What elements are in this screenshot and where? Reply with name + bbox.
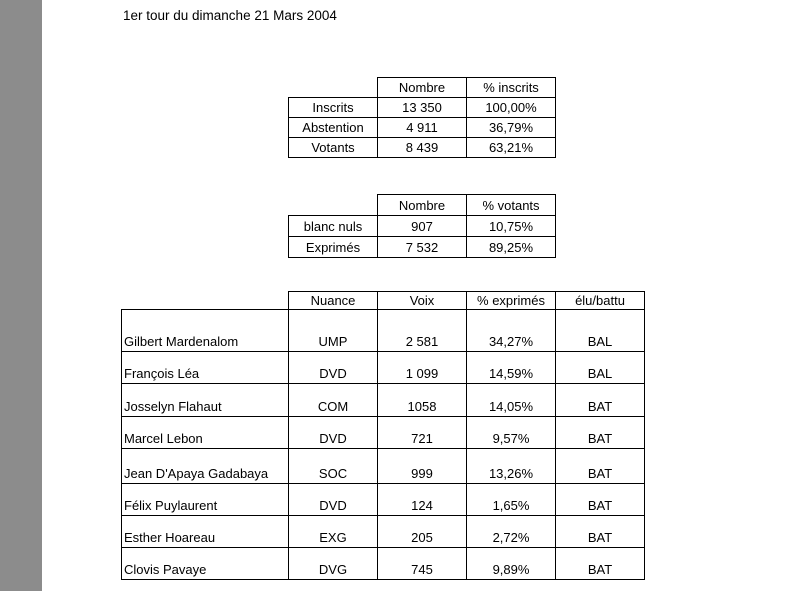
voix-cell: 205 (378, 516, 467, 548)
candidate-name: Jean D'Apaya Gadabaya (122, 449, 289, 484)
table-row (122, 516, 645, 548)
result-cell: BAT (556, 449, 645, 484)
empty-cell (122, 292, 289, 310)
nombre-cell: 907 (378, 216, 467, 237)
candidate-name: Josselyn Flahaut (122, 384, 289, 417)
table-row (122, 417, 645, 449)
table-row (289, 237, 556, 258)
pct-cell: 1,65% (467, 484, 556, 516)
table-header-row (122, 292, 645, 310)
nuance-cell: EXG (289, 516, 378, 548)
empty-cell (289, 78, 378, 98)
nuance-cell: DVD (289, 352, 378, 384)
voix-cell: 1 099 (378, 352, 467, 384)
voix-cell: 124 (378, 484, 467, 516)
result-cell: BAT (556, 384, 645, 417)
nuance-cell: SOC (289, 449, 378, 484)
pct-cell: 36,79% (467, 118, 556, 138)
nombre-cell: 13 350 (378, 98, 467, 118)
header-cell: Nombre (378, 78, 467, 98)
voix-cell: 721 (378, 417, 467, 449)
header-cell: Nombre (378, 195, 467, 216)
candidate-name: Esther Hoareau (122, 516, 289, 548)
nombre-cell: 8 439 (378, 138, 467, 158)
header-cell: % votants (467, 195, 556, 216)
page-title: 1er tour du dimanche 21 Mars 2004 (123, 8, 337, 23)
row-label: blanc nuls (289, 216, 378, 237)
pct-cell: 10,75% (467, 216, 556, 237)
pct-cell: 9,57% (467, 417, 556, 449)
row-label: Votants (289, 138, 378, 158)
pct-cell: 34,27% (467, 310, 556, 352)
table-row (122, 352, 645, 384)
voix-cell: 745 (378, 548, 467, 580)
candidate-name: Gilbert Mardenalom (122, 310, 289, 352)
table-row (122, 310, 645, 352)
nuance-cell: DVD (289, 484, 378, 516)
candidate-name: Clovis Pavaye (122, 548, 289, 580)
candidate-name: Marcel Lebon (122, 417, 289, 449)
pct-cell: 13,26% (467, 449, 556, 484)
table-row (289, 216, 556, 237)
pct-cell: 2,72% (467, 516, 556, 548)
candidate-name: François Léa (122, 352, 289, 384)
table-row (289, 98, 556, 118)
result-cell: BAT (556, 548, 645, 580)
nombre-cell: 4 911 (378, 118, 467, 138)
result-cell: BAT (556, 516, 645, 548)
empty-cell (289, 195, 378, 216)
nombre-cell: 7 532 (378, 237, 467, 258)
header-cell: % inscrits (467, 78, 556, 98)
row-label: Exprimés (289, 237, 378, 258)
voix-cell: 999 (378, 449, 467, 484)
header-cell: élu/battu (556, 292, 645, 310)
pct-cell: 14,59% (467, 352, 556, 384)
pct-cell: 63,21% (467, 138, 556, 158)
table-row (122, 484, 645, 516)
candidate-name: Félix Puylaurent (122, 484, 289, 516)
nuance-cell: DVG (289, 548, 378, 580)
result-cell: BAL (556, 352, 645, 384)
candidates-table (121, 291, 645, 580)
pct-cell: 14,05% (467, 384, 556, 417)
voix-cell: 1058 (378, 384, 467, 417)
table-header-row (289, 195, 556, 216)
table-header-row (289, 78, 556, 98)
nuance-cell: COM (289, 384, 378, 417)
table-row (289, 138, 556, 158)
pct-cell: 9,89% (467, 548, 556, 580)
result-cell: BAT (556, 417, 645, 449)
nuance-cell: UMP (289, 310, 378, 352)
row-label: Inscrits (289, 98, 378, 118)
pct-cell: 89,25% (467, 237, 556, 258)
voix-cell: 2 581 (378, 310, 467, 352)
table-row (122, 548, 645, 580)
result-cell: BAL (556, 310, 645, 352)
header-cell: Nuance (289, 292, 378, 310)
votes-table (288, 194, 556, 258)
pct-cell: 100,00% (467, 98, 556, 118)
header-cell: % exprimés (467, 292, 556, 310)
row-label: Abstention (289, 118, 378, 138)
result-cell: BAT (556, 484, 645, 516)
table-row (122, 449, 645, 484)
table-row (289, 118, 556, 138)
nuance-cell: DVD (289, 417, 378, 449)
left-gutter (0, 0, 42, 591)
participation-table (288, 77, 556, 158)
header-cell: Voix (378, 292, 467, 310)
table-row (122, 384, 645, 417)
